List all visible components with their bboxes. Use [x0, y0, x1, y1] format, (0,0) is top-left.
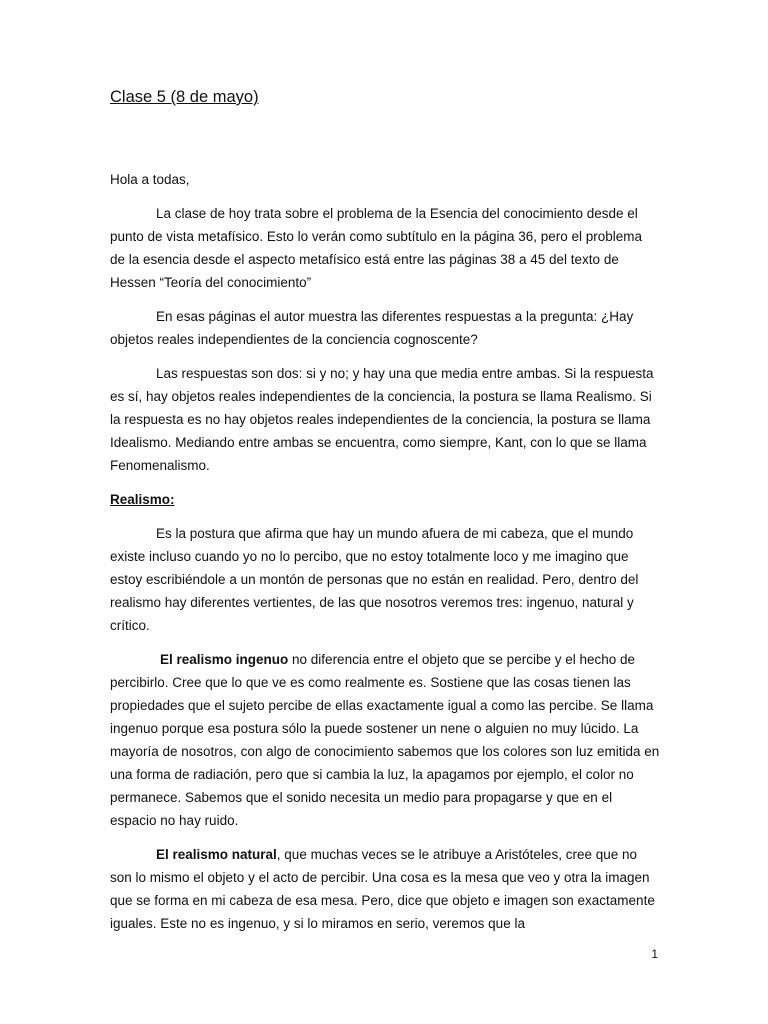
intro-paragraph-3: Las respuestas son dos: si y no; y hay una que media entre ambas. Si la respuesta es sí, hay objetos reales independientes de la conciencia, la postura se llama Realismo. Si la respuesta es no hay objetos reales independientes de la conciencia, la postura se llama Idealismo. Mediando entre ambas se encuentra, como siempre, Kant, con lo que se llama Fenomenalismo.: [110, 366, 654, 473]
intro-paragraph-1: La clase de hoy trata sobre el problema de la Esencia del conocimiento desde el punto de vista metafísico. Esto lo verán como subtítulo en la página 36, pero el problema de la esencia desde el aspecto metafísico está entre las páginas 38 a 45 del texto de Hessen “Teoría del conocimiento”: [110, 206, 643, 290]
intro-paragraph-2: En esas páginas el autor muestra las diferentes respuestas a la pregunta: ¿Hay objetos reales independientes de la conciencia cognoscente?: [110, 309, 634, 347]
realismo-ingenuo-paragraph: [110, 648, 660, 832]
realismo-ingenuo-term: El realismo ingenuo: [160, 652, 289, 667]
realismo-natural-text: , que muchas veces se le atribuye a Aristóteles, cree que no son lo mismo el objeto y el acto de percibir. Una cosa es la mesa que veo y otra la imagen que se forma en mi cabeza de esa mesa. Pero, dice que objeto e imagen son exactamente iguales. Este no es ingenuo, y si lo miramos en serio, veremos que la: [110, 847, 655, 931]
page-title: Clase 5 (8 de mayo): [110, 88, 259, 106]
page-number: 1: [651, 947, 658, 961]
realismo-natural-paragraph: [110, 843, 660, 935]
realismo-intro-paragraph: Es la postura que afirma que hay un mundo afuera de mi cabeza, que el mundo existe incluso cuando yo no lo percibo, que no estoy totalmente loco y me imagino que estoy escribiéndole a un montón de personas que no están en realidad. Pero, dentro del realismo hay diferentes vertientes, de las que nosotros veremos tres: ingenuo, natural y crítico.: [110, 526, 639, 633]
greeting: Hola a todas,: [110, 172, 190, 187]
realismo-natural-term: El realismo natural: [156, 847, 277, 862]
document-body: [110, 86, 660, 946]
realismo-ingenuo-text: no diferencia entre el objeto que se percibe y el hecho de percibirlo. Cree que lo que ve es como realmente es. Sostiene que las cosas tienen las propiedades que el sujeto percibe de ellas exactamente igual a como las percibe. Se llama ingenuo porque esa postura sólo la puede sostener un nene o alguien no muy lúcido. La mayoría de nosotros, con algo de conocimiento sabemos que los colores son luz emitida en una forma de radiación, pero que si cambia la luz, la apagamos por ejemplo, el color no permanece. Sabemos que el sonido necesita un medio para propagarse y que en el espacio no hay ruido.: [110, 652, 660, 828]
section-heading-realismo: Realismo:: [110, 492, 175, 507]
